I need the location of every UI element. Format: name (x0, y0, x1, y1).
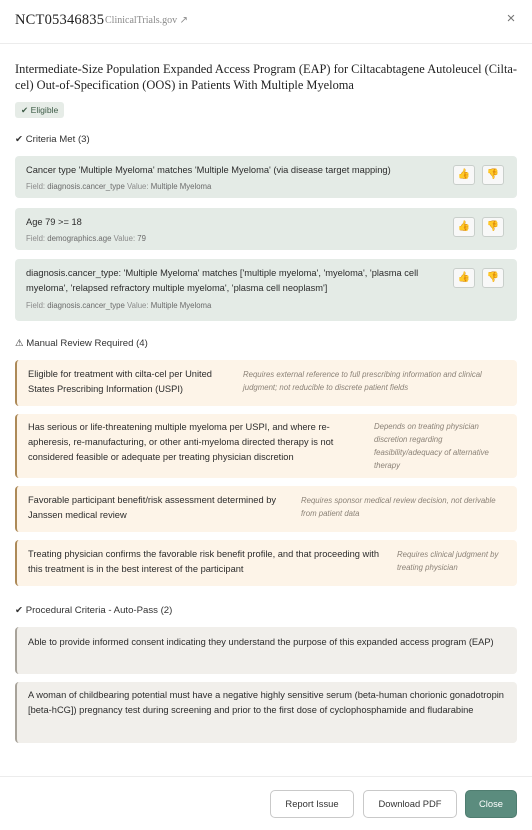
value-label: Value: (113, 234, 136, 243)
criterion-text: Age 79 >= 18 (26, 217, 82, 227)
value-label: Value: (127, 182, 149, 191)
review-criterion-text: Eligible for treatment with cilta-cel per United States Prescribing Information (USPI) (28, 369, 212, 394)
download-pdf-button[interactable]: Download PDF (363, 790, 457, 818)
review-reason-note: Requires external reference to full prescribing information and clinical judgment; not reducible to discrete patient fields (243, 370, 482, 392)
review-reason-note: Depends on treating physician discretion regarding feasibility/adequacy of alternative therapy (374, 422, 489, 470)
thumbs-down-button[interactable] (482, 165, 504, 185)
field-label: Field: (26, 301, 46, 310)
thumbs-up-icon: 👍 (457, 221, 471, 232)
review-reason-note: Requires clinical judgment by treating physician (397, 550, 499, 572)
review-criterion-text: Favorable participant benefit/risk assessment determined by Janssen medical review (28, 495, 277, 520)
criterion-field-line (26, 301, 211, 310)
criterion-field-line (26, 182, 211, 191)
field-value: Multiple Myeloma (150, 182, 212, 191)
thumbs-up-button[interactable] (453, 217, 475, 237)
field-value: Multiple Myeloma (150, 301, 212, 310)
thumbs-down-icon: 👎 (486, 221, 500, 232)
thumbs-down-button[interactable] (482, 268, 504, 288)
review-criterion-text: Has serious or life-threatening multiple myeloma per USPI, and where re-apheresis, re-manufacturing, or other anti-myeloma directed therapy is not considered feasible or adequate per treating physician discretion (28, 422, 334, 462)
field-value: 79 (137, 234, 146, 243)
field-path: diagnosis.cancer_type (47, 301, 125, 310)
procedural-criterion-card (15, 682, 517, 743)
modal-footer (0, 776, 532, 830)
manual-review-card (15, 360, 517, 406)
field-path: diagnosis.cancer_type (47, 182, 125, 191)
criterion-field-line (26, 234, 146, 243)
manual-review-card (15, 540, 517, 586)
field-label: Field: (26, 234, 46, 243)
modal-header (0, 0, 532, 44)
review-criterion-text: Treating physician confirms the favorable risk benefit profile, and that proceeding with this treatment is in the best interest of the participant (28, 549, 380, 574)
thumbs-up-button[interactable] (453, 268, 475, 288)
value-label: Value: (127, 301, 149, 310)
thumbs-down-icon: 👎 (486, 272, 500, 283)
procedural-criterion-card (15, 627, 517, 674)
close-icon[interactable]: × (506, 10, 516, 27)
criteria-met-card (15, 259, 517, 321)
field-path: demographics.age (47, 234, 112, 243)
thumbs-up-button[interactable] (453, 165, 475, 185)
close-button[interactable]: Close (465, 790, 517, 818)
criterion-text: Cancer type 'Multiple Myeloma' matches 'Multiple Myeloma' (via disease target mapping) (26, 165, 391, 175)
procedural-criterion-text: A woman of childbearing potential must have a negative highly sensitive serum (beta-human chorionic gonadotropin [beta-hCG]) pregnancy test during screening and prior to the first dose of cyclophosphamide and fludarabine (28, 690, 504, 715)
criterion-text: diagnosis.cancer_type: 'Multiple Myeloma' matches ['multiple myeloma', 'myeloma', 'plasma cell myeloma', 'relapsed refractory multiple myeloma', 'plasma cell neoplasm'] (26, 268, 419, 293)
procedural-criterion-text: Able to provide informed consent indicating they understand the purpose of this expanded access program (EAP) (28, 637, 494, 647)
criteria-met-card (15, 208, 517, 250)
thumbs-up-icon: 👍 (457, 169, 471, 180)
thumbs-down-icon: 👎 (486, 169, 500, 180)
eligibility-status-badge: ✔ Eligible (15, 102, 64, 118)
thumbs-up-icon: 👍 (457, 272, 471, 283)
manual-review-card (15, 414, 517, 478)
thumbs-down-button[interactable] (482, 217, 504, 237)
clinicaltrials-link[interactable]: ClinicalTrials.gov ↗ (105, 15, 189, 26)
criteria-met-card (15, 156, 517, 198)
review-reason-note: Requires sponsor medical review decision, not derivable from patient data (301, 496, 496, 518)
report-issue-button[interactable]: Report Issue (270, 790, 354, 818)
field-label: Field: (26, 182, 46, 191)
criteria-met-heading: ✔ Criteria Met (3) (15, 134, 90, 145)
trial-id: NCT05346835 (15, 12, 105, 28)
manual-review-heading: ⚠ Manual Review Required (4) (15, 338, 148, 349)
trial-title: Intermediate-Size Population Expanded Access Program (EAP) for Ciltacabtagene Autoleucel (Cilta-cel) Out-of-Specification (OOS) in Patients With Multiple Myeloma (15, 62, 518, 92)
manual-review-card (15, 486, 517, 532)
procedural-heading: ✔ Procedural Criteria - Auto-Pass (2) (15, 605, 173, 616)
